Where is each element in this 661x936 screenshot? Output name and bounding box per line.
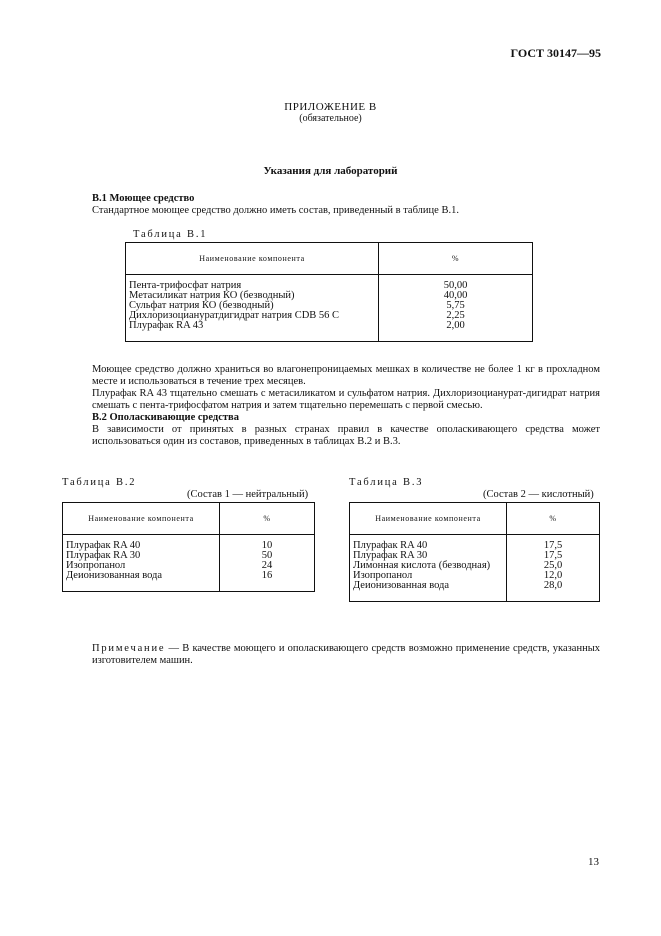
- appendix-subtitle: (обязательное): [299, 113, 362, 124]
- table-b1-caption: Таблица В.1: [133, 229, 208, 240]
- table-b3-values: [507, 535, 600, 602]
- table-b2-row-name: Изопропанол: [66, 560, 126, 571]
- appendix-title: ПРИЛОЖЕНИЕ В: [284, 101, 377, 113]
- b1-heading: В.1 Моющее средство: [92, 193, 195, 204]
- table-b2-values: [220, 535, 315, 592]
- table-b3-row-value: 17,5: [543, 550, 563, 561]
- table-b3-row-value: 28,0: [543, 580, 563, 591]
- table-b1-names: [126, 275, 379, 342]
- table-b3-row-name: Лимонная кислота (безводная): [353, 560, 491, 571]
- table-b2-header-pct: %: [220, 503, 315, 535]
- table-b1-row-name: Плурафак RA 43: [129, 320, 204, 331]
- table-b2-names: [63, 535, 220, 592]
- table-b2: [62, 502, 315, 592]
- note-text: — В качестве моющего и ополаскивающего средств возможно применение средств, указанных изготовителем машин.: [92, 643, 600, 666]
- table-b1-row-name: Метасиликат натрия КО (безводный): [129, 290, 295, 301]
- note-label: Примечание: [92, 643, 166, 654]
- b1-intro: Стандартное моющее средство должно иметь состав, приведенный в таблице В.1.: [92, 205, 459, 216]
- table-b1-row-name: Сульфат натрия КО (безводный): [129, 300, 274, 311]
- table-b2-row-name: Плурафак RA 30: [66, 550, 141, 561]
- table-b3-row-value: 25,0: [543, 560, 563, 571]
- b2-paragraph: В зависимости от принятых в разных странах правил в качестве ополаскивающего средства может использоваться один из составов, приведенных в таблицах В.2 и В.3.: [92, 424, 600, 447]
- table-b3-caption: Таблица В.3: [349, 477, 424, 488]
- table-b2-header-name: Наименование компонента: [63, 503, 220, 535]
- table-b2-row-value: 24: [261, 560, 273, 571]
- note: [92, 643, 600, 667]
- table-b1-header-name: Наименование компонента: [126, 243, 379, 275]
- table-b3-names: [350, 535, 507, 602]
- table-b1-row-value: 40,00: [443, 290, 468, 301]
- table-b2-row-value: 10: [261, 540, 273, 551]
- table-b2-row-value: 50: [261, 550, 273, 561]
- table-b3-row-name: Плурафак RA 40: [353, 540, 428, 551]
- table-b3-header-name: Наименование компонента: [350, 503, 507, 535]
- table-b2-caption: Таблица В.2: [62, 477, 137, 488]
- page-number: 13: [588, 856, 599, 868]
- table-b2-row-value: 16: [261, 570, 273, 581]
- table-b3-row-name: Плурафак RA 30: [353, 550, 428, 561]
- b2-heading: В.2 Ополаскивающие средства: [92, 412, 239, 423]
- table-b1: [125, 242, 533, 342]
- table-b3-row-value: 17,5: [543, 540, 563, 551]
- table-b1-row-name: Дихлоризоциануратдигидрат натрия CDB 56 C: [129, 310, 340, 321]
- standard-header: ГОСТ 30147—95: [510, 46, 601, 60]
- table-b2-subcaption: (Состав 1 — нейтральный): [187, 489, 309, 500]
- table-b2-row-name: Деионизованная вода: [66, 570, 163, 581]
- b1-para1-text: Моющее средство должно храниться во влагонепроницаемых мешках в количестве не более 1 кг в прохладном месте и использоваться в течение трех месяцев.: [92, 364, 600, 387]
- table-b1-row-value: 5,75: [446, 300, 465, 311]
- b1-storage-paragraph: [92, 364, 600, 388]
- b1-mixing-paragraph: [92, 388, 600, 412]
- table-b3-row-name: Деионизованная вода: [353, 580, 450, 591]
- table-b1-row-value: 2,25: [446, 310, 465, 321]
- table-b1-row-name: Пента-трифосфат натрия: [129, 280, 242, 291]
- table-b1-values: [379, 275, 533, 342]
- table-b1-header-pct: %: [379, 243, 533, 275]
- table-b3: [349, 502, 600, 602]
- table-b1-row-value: 50,00: [443, 280, 468, 291]
- table-b1-row-value: 2,00: [446, 320, 465, 331]
- table-b3-subcaption: (Состав 2 — кислотный): [483, 489, 594, 500]
- b1-para2-text: Плурафак RA 43 тщательно смешать с метасиликатом и сульфатом натрия. Дихлоризоцианурат-дигидрат натрия смешать с пента-трифосфатом натрия и затем тщательно перемешать с первой смесью.: [92, 388, 600, 411]
- table-b3-header-pct: %: [507, 503, 600, 535]
- table-b3-row-name: Изопропанол: [353, 570, 413, 581]
- section-title: Указания для лабораторий: [263, 165, 398, 177]
- table-b3-row-value: 12,0: [543, 570, 563, 581]
- table-b2-row-name: Плурафак RA 40: [66, 540, 141, 551]
